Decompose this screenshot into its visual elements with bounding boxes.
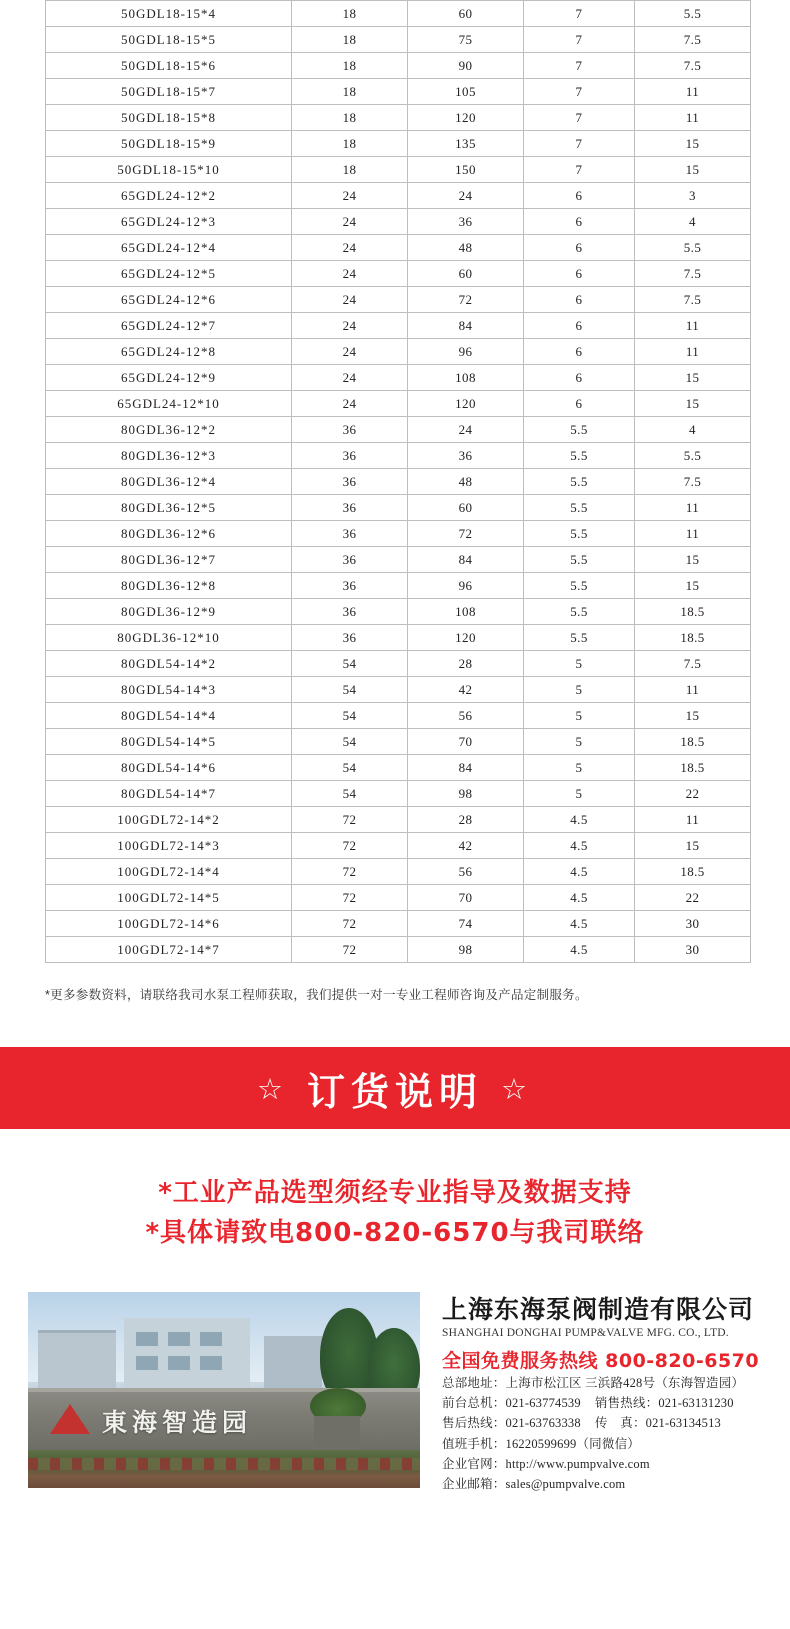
table-row — [46, 937, 751, 963]
phone-row — [442, 1393, 762, 1413]
cell-value: 11 — [635, 495, 751, 521]
cell-value: 7 — [524, 27, 635, 53]
cell-value: 6 — [524, 313, 635, 339]
table-row — [46, 313, 751, 339]
cell-value: 36 — [292, 599, 408, 625]
factory-photo — [28, 1292, 420, 1488]
cell-model: 65GDL24-12*8 — [46, 339, 292, 365]
cell-value: 5.5 — [524, 417, 635, 443]
cell-value: 18.5 — [635, 755, 751, 781]
photo-wall-text: 東海智造园 — [102, 1407, 253, 1437]
mobile-row — [442, 1434, 762, 1454]
cell-model: 80GDL36-12*9 — [46, 599, 292, 625]
order-notes — [0, 1129, 790, 1254]
cell-model: 100GDL72-14*4 — [46, 859, 292, 885]
cell-value: 15 — [635, 365, 751, 391]
cell-value: 18 — [292, 105, 408, 131]
cell-value: 7 — [524, 79, 635, 105]
cell-value: 36 — [292, 625, 408, 651]
table-row — [46, 911, 751, 937]
banner-title: 订货说明 — [306, 1069, 483, 1114]
cell-value: 72 — [292, 833, 408, 859]
table-row — [46, 27, 751, 53]
email-value: sales@pumpvalve.com — [505, 1477, 626, 1492]
sales-value: 021-63131230 — [658, 1396, 734, 1411]
front-desk-value: 021-63774539 — [505, 1396, 581, 1411]
cell-model: 65GDL24-12*4 — [46, 235, 292, 261]
cell-model: 50GDL18-15*5 — [46, 27, 292, 53]
cell-value: 7 — [524, 105, 635, 131]
table-row — [46, 261, 751, 287]
banner-title-group — [257, 1061, 533, 1116]
cell-value: 36 — [408, 209, 524, 235]
cell-model: 80GDL54-14*6 — [46, 755, 292, 781]
cell-value: 24 — [408, 417, 524, 443]
fax-value: 021-63134513 — [645, 1416, 721, 1431]
table-row — [46, 859, 751, 885]
cell-value: 36 — [292, 469, 408, 495]
table-row — [46, 469, 751, 495]
photo-building-right — [264, 1336, 322, 1394]
mobile-value: 16220599699（同微信） — [505, 1436, 640, 1451]
cell-model: 80GDL54-14*5 — [46, 729, 292, 755]
cell-value: 28 — [408, 807, 524, 833]
service-label: 售后热线： — [442, 1416, 506, 1431]
cell-model: 65GDL24-12*9 — [46, 365, 292, 391]
cell-value: 24 — [292, 313, 408, 339]
cell-value: 72 — [292, 885, 408, 911]
table-row — [46, 755, 751, 781]
cell-value: 75 — [408, 27, 524, 53]
table-row — [46, 53, 751, 79]
cell-value: 5.5 — [635, 235, 751, 261]
cell-value: 28 — [408, 651, 524, 677]
cell-value: 36 — [292, 417, 408, 443]
cell-value: 18 — [292, 157, 408, 183]
cell-value: 96 — [408, 573, 524, 599]
cell-value: 11 — [635, 105, 751, 131]
table-row — [46, 651, 751, 677]
table-row — [46, 547, 751, 573]
cell-value: 24 — [292, 261, 408, 287]
table-row — [46, 625, 751, 651]
cell-value: 5.5 — [524, 495, 635, 521]
cell-value: 22 — [635, 781, 751, 807]
cell-value: 24 — [292, 183, 408, 209]
cell-value: 18 — [292, 27, 408, 53]
cell-value: 48 — [408, 235, 524, 261]
cell-value: 15 — [635, 547, 751, 573]
cell-model: 50GDL18-15*10 — [46, 157, 292, 183]
cell-value: 18.5 — [635, 729, 751, 755]
cell-value: 7 — [524, 1, 635, 27]
cell-value: 72 — [292, 859, 408, 885]
cell-value: 72 — [408, 521, 524, 547]
cell-value: 5.5 — [524, 573, 635, 599]
sales-label: 销售热线： — [594, 1396, 659, 1411]
cell-value: 54 — [292, 651, 408, 677]
cell-value: 6 — [524, 391, 635, 417]
cell-value: 5 — [524, 729, 635, 755]
cell-value: 4.5 — [524, 937, 635, 963]
cell-value: 84 — [408, 547, 524, 573]
cell-value: 6 — [524, 183, 635, 209]
cell-value: 6 — [524, 209, 635, 235]
cell-value: 36 — [292, 573, 408, 599]
cell-value: 5 — [524, 651, 635, 677]
cell-value: 108 — [408, 365, 524, 391]
cell-value: 36 — [292, 547, 408, 573]
cell-value: 7.5 — [635, 27, 751, 53]
cell-value: 36 — [292, 521, 408, 547]
table-row — [46, 235, 751, 261]
cell-value: 11 — [635, 807, 751, 833]
cell-value: 54 — [292, 729, 408, 755]
cell-model: 50GDL18-15*7 — [46, 79, 292, 105]
photo-flower-bed — [28, 1458, 420, 1470]
cell-model: 80GDL54-14*3 — [46, 677, 292, 703]
star-icon-left: ☆ — [256, 1071, 289, 1106]
cell-value: 42 — [408, 677, 524, 703]
cell-value: 7 — [524, 131, 635, 157]
cell-value: 5.5 — [635, 443, 751, 469]
cell-model: 65GDL24-12*6 — [46, 287, 292, 313]
cell-value: 72 — [292, 807, 408, 833]
company-name-en: SHANGHAI DONGHAI PUMP&VALVE MFG. CO., LTD. — [442, 1326, 729, 1339]
cell-value: 15 — [635, 703, 751, 729]
table-row — [46, 287, 751, 313]
email-label: 企业邮箱： — [442, 1477, 506, 1492]
cell-value: 15 — [635, 131, 751, 157]
cell-value: 5.5 — [524, 599, 635, 625]
order-instructions-banner — [0, 1047, 790, 1129]
cell-value: 7.5 — [635, 287, 751, 313]
cell-value: 15 — [635, 391, 751, 417]
cell-value: 42 — [408, 833, 524, 859]
table-row — [46, 105, 751, 131]
order-note-2: *具体请致电800-820-6570与我司联络 — [145, 1218, 645, 1249]
cell-value: 60 — [408, 1, 524, 27]
cell-value: 72 — [292, 911, 408, 937]
service-row — [442, 1413, 762, 1433]
service-value: 021-63763338 — [505, 1416, 581, 1431]
cell-value: 60 — [408, 495, 524, 521]
cell-value: 18.5 — [635, 625, 751, 651]
cell-value: 135 — [408, 131, 524, 157]
photo-building-left — [38, 1330, 116, 1395]
cell-value: 36 — [292, 495, 408, 521]
cell-model: 50GDL18-15*8 — [46, 105, 292, 131]
cell-model: 80GDL36-12*10 — [46, 625, 292, 651]
cell-model: 50GDL18-15*4 — [46, 1, 292, 27]
cell-value: 5 — [524, 677, 635, 703]
cell-value: 18.5 — [635, 859, 751, 885]
cell-value: 54 — [292, 677, 408, 703]
cell-model: 80GDL36-12*5 — [46, 495, 292, 521]
cell-value: 36 — [292, 443, 408, 469]
cell-value: 24 — [292, 339, 408, 365]
cell-value: 24 — [292, 365, 408, 391]
cell-value: 15 — [635, 833, 751, 859]
address-label: 总部地址： — [442, 1375, 506, 1390]
cell-value: 24 — [292, 235, 408, 261]
cell-value: 24 — [292, 287, 408, 313]
order-note-1: *工业产品选型须经专业指导及数据支持 — [158, 1178, 632, 1208]
pump-spec-table — [45, 0, 751, 963]
cell-model: 80GDL54-14*4 — [46, 703, 292, 729]
cell-value: 18 — [292, 79, 408, 105]
table-row — [46, 703, 751, 729]
table-row — [46, 573, 751, 599]
cell-value: 18 — [292, 1, 408, 27]
cell-value: 6 — [524, 235, 635, 261]
cell-value: 7.5 — [635, 651, 751, 677]
cell-value: 84 — [408, 755, 524, 781]
cell-value: 7.5 — [635, 261, 751, 287]
email-row — [442, 1474, 762, 1494]
mobile-label: 值班手机： — [442, 1436, 506, 1451]
cell-model: 65GDL24-12*2 — [46, 183, 292, 209]
table-row — [46, 79, 751, 105]
company-info — [442, 1292, 762, 1495]
table-row — [46, 131, 751, 157]
cell-value: 5 — [524, 755, 635, 781]
cell-value: 3 — [635, 183, 751, 209]
cell-value: 11 — [635, 313, 751, 339]
cell-value: 24 — [292, 391, 408, 417]
cell-value: 5.5 — [635, 1, 751, 27]
cell-value: 18 — [292, 53, 408, 79]
cell-value: 4.5 — [524, 859, 635, 885]
cell-value: 4 — [635, 209, 751, 235]
cell-value: 7 — [524, 53, 635, 79]
table-row — [46, 183, 751, 209]
cell-model: 65GDL24-12*3 — [46, 209, 292, 235]
cell-value: 5.5 — [524, 547, 635, 573]
cell-value: 72 — [408, 287, 524, 313]
table-row — [46, 417, 751, 443]
cell-value: 7 — [524, 157, 635, 183]
cell-value: 96 — [408, 339, 524, 365]
table-row — [46, 599, 751, 625]
cell-value: 11 — [635, 521, 751, 547]
cell-value: 54 — [292, 755, 408, 781]
cell-value: 5.5 — [524, 443, 635, 469]
star-icon-right: ☆ — [501, 1071, 533, 1106]
cell-model: 100GDL72-14*3 — [46, 833, 292, 859]
fax-label: 传 真： — [594, 1416, 646, 1431]
cell-model: 100GDL72-14*2 — [46, 807, 292, 833]
cell-value: 5 — [524, 781, 635, 807]
cell-value: 150 — [408, 157, 524, 183]
cell-model: 80GDL36-12*7 — [46, 547, 292, 573]
cell-value: 5.5 — [524, 521, 635, 547]
table-row — [46, 339, 751, 365]
company-footer — [0, 1292, 790, 1529]
cell-value: 18 — [292, 131, 408, 157]
company-name-cn: 上海东海泵阀制造有限公司 — [442, 1294, 755, 1324]
table-row — [46, 391, 751, 417]
cell-value: 30 — [635, 937, 751, 963]
cell-model: 65GDL24-12*10 — [46, 391, 292, 417]
cell-model: 65GDL24-12*5 — [46, 261, 292, 287]
cell-model: 80GDL36-12*3 — [46, 443, 292, 469]
table-row — [46, 1, 751, 27]
cell-model: 50GDL18-15*9 — [46, 131, 292, 157]
table-row — [46, 781, 751, 807]
cell-model: 100GDL72-14*6 — [46, 911, 292, 937]
cell-value: 15 — [635, 157, 751, 183]
cell-value: 11 — [635, 677, 751, 703]
cell-value: 36 — [408, 443, 524, 469]
cell-value: 4.5 — [524, 911, 635, 937]
cell-value: 120 — [408, 625, 524, 651]
cell-value: 72 — [292, 937, 408, 963]
table-row — [46, 443, 751, 469]
table-row — [46, 729, 751, 755]
cell-value: 24 — [292, 209, 408, 235]
cell-value: 98 — [408, 937, 524, 963]
cell-value: 6 — [524, 365, 635, 391]
cell-value: 11 — [635, 339, 751, 365]
cell-value: 6 — [524, 339, 635, 365]
hotline-number: 800-820-6570 — [605, 1349, 760, 1372]
cell-value: 60 — [408, 261, 524, 287]
cell-value: 4.5 — [524, 885, 635, 911]
address-value: 上海市松江区 三浜路428号（东海智造园） — [505, 1375, 745, 1390]
cell-value: 90 — [408, 53, 524, 79]
table-row — [46, 833, 751, 859]
cell-value: 84 — [408, 313, 524, 339]
hotline-row — [442, 1346, 762, 1373]
cell-value: 56 — [408, 859, 524, 885]
cell-value: 24 — [408, 183, 524, 209]
cell-model: 80GDL36-12*6 — [46, 521, 292, 547]
table-row — [46, 807, 751, 833]
website-label: 企业官网： — [442, 1456, 506, 1471]
cell-value: 70 — [408, 885, 524, 911]
cell-value: 6 — [524, 261, 635, 287]
cell-value: 70 — [408, 729, 524, 755]
cell-value: 15 — [635, 573, 751, 599]
cell-model: 80GDL36-12*2 — [46, 417, 292, 443]
cell-model: 80GDL36-12*4 — [46, 469, 292, 495]
cell-value: 5.5 — [524, 469, 635, 495]
cell-model: 50GDL18-15*6 — [46, 53, 292, 79]
front-desk-label: 前台总机： — [442, 1396, 506, 1411]
website-row — [442, 1454, 762, 1474]
cell-value: 120 — [408, 105, 524, 131]
cell-model: 65GDL24-12*7 — [46, 313, 292, 339]
cell-value: 120 — [408, 391, 524, 417]
cell-value: 105 — [408, 79, 524, 105]
table-row — [46, 521, 751, 547]
hotline-label: 全国免费服务热线 — [442, 1349, 599, 1372]
cell-model: 100GDL72-14*7 — [46, 937, 292, 963]
cell-model: 80GDL36-12*8 — [46, 573, 292, 599]
cell-model: 80GDL54-14*7 — [46, 781, 292, 807]
cell-value: 98 — [408, 781, 524, 807]
cell-value: 30 — [635, 911, 751, 937]
cell-value: 54 — [292, 781, 408, 807]
table-row — [46, 677, 751, 703]
photo-building-center — [124, 1318, 250, 1394]
table-row — [46, 209, 751, 235]
website-value: http://www.pumpvalve.com — [505, 1456, 650, 1471]
cell-value: 74 — [408, 911, 524, 937]
cell-value: 4.5 — [524, 833, 635, 859]
cell-value: 7.5 — [635, 469, 751, 495]
table-row — [46, 365, 751, 391]
table-row — [46, 495, 751, 521]
cell-value: 5 — [524, 703, 635, 729]
cell-model: 80GDL54-14*2 — [46, 651, 292, 677]
cell-value: 4.5 — [524, 807, 635, 833]
address-row — [442, 1373, 762, 1393]
cell-value: 7.5 — [635, 53, 751, 79]
cell-value: 54 — [292, 703, 408, 729]
table-row — [46, 157, 751, 183]
table-footnote: *更多参数资料，请联络我司水泵工程师获取，我们提供一对一专业工程师咨询及产品定制服务。 — [45, 988, 588, 1002]
cell-value: 5.5 — [524, 625, 635, 651]
table-row — [46, 885, 751, 911]
cell-value: 48 — [408, 469, 524, 495]
cell-value: 18.5 — [635, 599, 751, 625]
cell-value: 56 — [408, 703, 524, 729]
cell-value: 108 — [408, 599, 524, 625]
cell-value: 22 — [635, 885, 751, 911]
cell-model: 100GDL72-14*5 — [46, 885, 292, 911]
cell-value: 6 — [524, 287, 635, 313]
cell-value: 4 — [635, 417, 751, 443]
donghai-logo-icon — [50, 1404, 90, 1438]
cell-value: 11 — [635, 79, 751, 105]
